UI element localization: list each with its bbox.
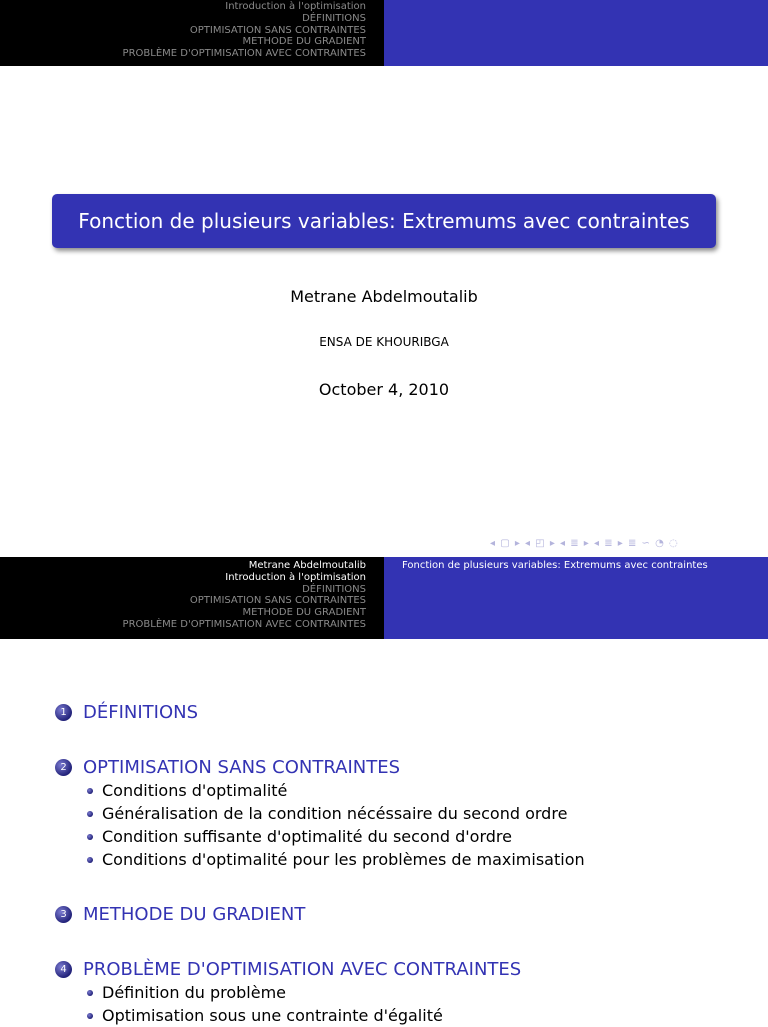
header-section-nav-2 xyxy=(0,557,384,639)
slide-title: Fonction de plusieurs variables: Extremums avec contraintes xyxy=(78,209,690,233)
author-name: Metrane Abdelmoutalib xyxy=(290,287,478,306)
nav2-section-definitions[interactable]: DÉFINITIONS xyxy=(302,583,366,595)
nav2-section-gradient[interactable]: METHODE DU GRADIENT xyxy=(242,607,366,619)
nav2-section-optim-sans[interactable]: OPTIMISATION SANS CONTRAINTES xyxy=(189,595,366,607)
bullet-icon xyxy=(87,1013,93,1019)
header-title-area xyxy=(384,0,768,66)
toc-section[interactable] xyxy=(55,755,755,779)
header-short-title-area xyxy=(384,557,768,639)
section-title: METHODE DU GRADIENT xyxy=(83,903,306,925)
nav2-section-intro[interactable]: Introduction à l'optimisation xyxy=(225,571,366,583)
subsection-title: Généralisation de la condition nécéssaire du second ordre xyxy=(102,804,568,823)
subsection-title: Optimisation sous une contrainte d'égalité xyxy=(102,1006,443,1025)
bullet-icon xyxy=(87,857,93,863)
section-number-ball: 4 xyxy=(55,961,72,978)
section-number-ball: 3 xyxy=(55,906,72,923)
section-title: PROBLÈME D'OPTIMISATION AVEC CONTRAINTES xyxy=(83,958,522,980)
slide2-header xyxy=(0,557,768,639)
toc-subsection[interactable] xyxy=(87,825,755,848)
institute-name: ENSA DE KHOURIBGA xyxy=(319,335,449,349)
section-title: OPTIMISATION SANS CONTRAINTES xyxy=(83,756,401,778)
nav-section-optim-avec[interactable]: PROBLÈME D'OPTIMISATION AVEC CONTRAINTES xyxy=(122,48,366,60)
toc-subsection[interactable] xyxy=(87,848,755,871)
nav2-section-optim-avec[interactable]: PROBLÈME D'OPTIMISATION AVEC CONTRAINTES xyxy=(122,618,366,630)
bullet-icon xyxy=(87,834,93,840)
nav-section-definitions[interactable]: DÉFINITIONS xyxy=(302,12,366,24)
section-number-ball: 1 xyxy=(55,704,72,721)
bullet-icon xyxy=(87,990,93,996)
slide-title-box xyxy=(52,194,716,248)
section-title: DÉFINITIONS xyxy=(83,701,199,723)
subsection-title: Conditions d'optimalité xyxy=(102,781,288,800)
table-of-contents xyxy=(55,700,755,1027)
nav-section-gradient[interactable]: METHODE DU GRADIENT xyxy=(242,36,366,48)
header-short-title: Fonction de plusieurs variables: Extremums avec contraintes xyxy=(402,560,708,571)
subsection-title: Condition suffisante d'optimalité du second d'ordre xyxy=(102,827,512,846)
beamer-navigation-symbols[interactable]: ◂ ▢ ▸ ◂ ◰ ▸ ◂ ≣ ▸ ◂ ≣ ▸ ≣ ∽ ◔ ◌ xyxy=(490,538,679,549)
bullet-icon xyxy=(87,811,93,817)
subsection-title: Conditions d'optimalité pour les problèmes de maximisation xyxy=(102,850,585,869)
toc-section[interactable] xyxy=(55,902,755,926)
slide1-header xyxy=(0,0,768,66)
toc-subsection[interactable] xyxy=(87,779,755,802)
toc-subsection[interactable] xyxy=(87,802,755,825)
subsection-title: Définition du problème xyxy=(102,983,286,1002)
toc-section[interactable] xyxy=(55,957,755,981)
toc-subsection[interactable] xyxy=(87,981,755,1004)
toc-section[interactable] xyxy=(55,700,755,724)
presentation-date: October 4, 2010 xyxy=(318,380,450,399)
header-section-nav xyxy=(0,0,384,66)
section-number-ball: 2 xyxy=(55,759,72,776)
bullet-icon xyxy=(87,788,93,794)
nav-section-optim-sans[interactable]: OPTIMISATION SANS CONTRAINTES xyxy=(189,24,366,36)
nav-section-intro[interactable]: Introduction à l'optimisation xyxy=(225,1,366,12)
header-author: Metrane Abdelmoutalib xyxy=(248,560,366,571)
